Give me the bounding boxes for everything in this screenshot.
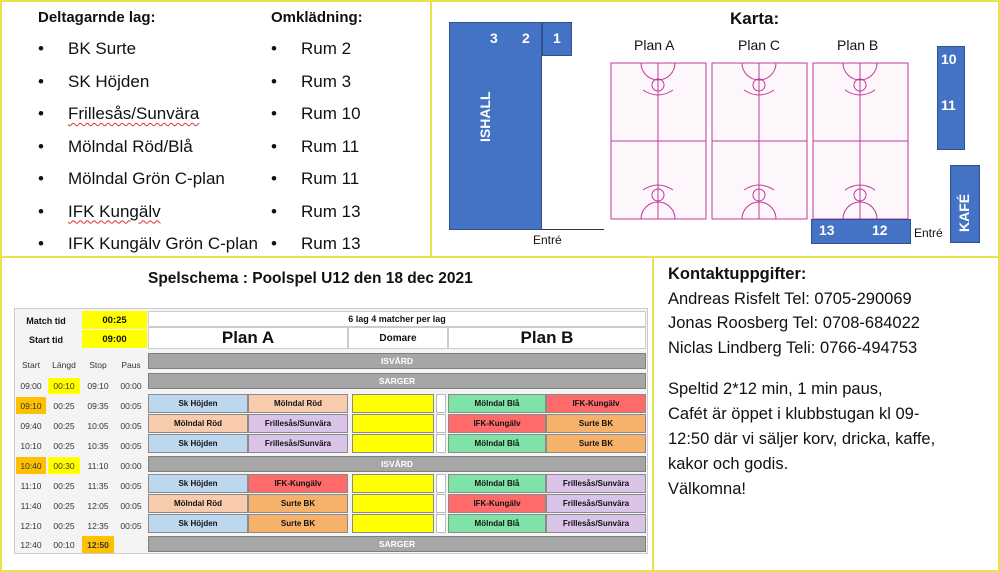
info-line: 12:50 där vi säljer korv, dricka, kaffe, bbox=[668, 430, 936, 448]
band-sarger: SARGER bbox=[148, 373, 646, 389]
room-10-label: 10 bbox=[941, 51, 957, 67]
room-1-label: 1 bbox=[553, 30, 561, 46]
row-stop: 11:35 bbox=[87, 480, 109, 491]
room-11-label: 11 bbox=[941, 97, 956, 113]
schedule-title: Spelschema : Poolspel U12 den 18 dec 2021 bbox=[148, 270, 473, 287]
row-langd: 00:10 bbox=[48, 378, 80, 394]
row-start: 10:10 bbox=[20, 440, 42, 451]
col-stop-header: Stop bbox=[89, 360, 107, 370]
match-team-b2: IFK-Kungälv bbox=[546, 394, 646, 413]
row-start: 12:10 bbox=[20, 520, 42, 531]
col-start-header: Start bbox=[22, 360, 40, 370]
team-item: • Mölndal Röd/Blå bbox=[38, 137, 258, 170]
match-team-a1: Mölndal Röd bbox=[148, 494, 248, 513]
match-team-a1: Sk Höjden bbox=[148, 394, 248, 413]
field-plan-b bbox=[813, 63, 908, 219]
contact-line: Niclas Lindberg Teli: 0766-494753 bbox=[668, 339, 918, 357]
band-isvard: ISVÅRD bbox=[148, 456, 646, 472]
plan-b-header: Plan B bbox=[448, 327, 646, 349]
row-paus: 00:00 bbox=[120, 381, 142, 391]
ishall-label: ISHALL bbox=[477, 91, 493, 142]
row-paus: 00:05 bbox=[120, 420, 142, 431]
row-paus: 00:05 bbox=[120, 480, 142, 491]
row-start: 09:10 bbox=[16, 397, 46, 414]
domare-cell bbox=[352, 474, 434, 493]
teams-list bbox=[38, 39, 258, 267]
room-item: • Rum 13 bbox=[271, 234, 361, 267]
row-paus: 00:00 bbox=[120, 460, 142, 471]
field-plan-a bbox=[611, 63, 706, 219]
info-line: Välkomna! bbox=[668, 480, 746, 498]
row-stop: 12:05 bbox=[87, 500, 109, 511]
entre-label-1: Entré bbox=[533, 233, 562, 247]
row-start: 09:40 bbox=[20, 420, 42, 431]
row-paus: 00:05 bbox=[120, 520, 142, 531]
entre-label-2: Entré bbox=[914, 226, 943, 240]
kafe-label: KAFÉ bbox=[956, 193, 972, 232]
vertical-divider-bottom bbox=[652, 258, 654, 570]
match-tid-value: 00:25 bbox=[82, 311, 147, 329]
start-tid-label: Start tid bbox=[28, 334, 63, 345]
row-stop: 09:35 bbox=[87, 400, 109, 411]
row-stop: 12:35 bbox=[87, 520, 109, 531]
contact-line: Andreas Risfelt Tel: 0705-290069 bbox=[668, 290, 912, 308]
team-item: • IFK Kungälv bbox=[38, 202, 258, 235]
match-team-b1: Mölndal Blå bbox=[448, 474, 546, 493]
match-tid-label: Match tid bbox=[26, 315, 66, 326]
room-item: • Rum 11 bbox=[271, 137, 361, 170]
room-item: • Rum 13 bbox=[271, 202, 361, 235]
plan-c-label: Plan C bbox=[738, 37, 781, 53]
room-13-label: 13 bbox=[819, 222, 835, 238]
room-12-label: 12 bbox=[872, 222, 888, 238]
room-2-label: 2 bbox=[522, 30, 530, 46]
match-team-a1: Mölndal Röd bbox=[148, 414, 248, 433]
domare-cell bbox=[352, 514, 434, 533]
match-team-a2: Surte BK bbox=[248, 494, 348, 513]
match-team-b1: IFK-Kungälv bbox=[448, 494, 546, 513]
row-paus: 00:05 bbox=[120, 400, 142, 411]
match-team-a1: Sk Höjden bbox=[148, 474, 248, 493]
match-team-b1: Mölndal Blå bbox=[448, 434, 546, 453]
room-item: • Rum 2 bbox=[271, 39, 361, 72]
row-langd: 00:25 bbox=[53, 520, 75, 531]
row-langd: 00:30 bbox=[48, 457, 80, 474]
row-langd: 00:25 bbox=[53, 500, 75, 511]
domare-cell bbox=[352, 414, 434, 433]
col-langd-header: Längd bbox=[52, 360, 76, 370]
rooms-heading: Omklädning: bbox=[271, 9, 363, 26]
row-start: 09:00 bbox=[20, 381, 42, 391]
match-team-a2: IFK-Kungälv bbox=[248, 474, 348, 493]
match-team-b2: Frillesås/Sunvära bbox=[546, 474, 646, 493]
col-paus-header: Paus bbox=[121, 360, 141, 370]
match-team-b2: Surte BK bbox=[546, 414, 646, 433]
match-team-b1: Mölndal Blå bbox=[448, 514, 546, 533]
team-item: • IFK Kungälv Grön C-plan bbox=[38, 234, 258, 267]
teams-heading: Deltagarnde lag: bbox=[38, 9, 156, 26]
row-paus: 00:05 bbox=[120, 440, 142, 451]
row-start: 10:40 bbox=[16, 457, 46, 474]
match-team-a2: Surte BK bbox=[248, 514, 348, 533]
row-paus: 00:05 bbox=[120, 500, 142, 511]
team-item: • BK Surte bbox=[38, 39, 258, 72]
info-line: Speltid 2*12 min, 1 min paus, bbox=[668, 380, 883, 398]
match-team-a2: Mölndal Röd bbox=[248, 394, 348, 413]
band-sarger: SARGER bbox=[148, 536, 646, 552]
row-langd: 00:25 bbox=[53, 440, 75, 451]
match-team-a2: Frillesås/Sunvära bbox=[248, 434, 348, 453]
contacts-heading: Kontaktuppgifter: bbox=[668, 265, 807, 283]
domare-header: Domare bbox=[348, 327, 448, 349]
match-team-b2: Frillesås/Sunvära bbox=[546, 514, 646, 533]
rooms-list bbox=[271, 39, 361, 267]
match-team-a2: Frillesås/Sunvära bbox=[248, 414, 348, 433]
room-item: • Rum 10 bbox=[271, 104, 361, 137]
row-stop: 10:05 bbox=[87, 420, 109, 431]
field-plan-c bbox=[712, 63, 807, 219]
match-team-a1: Sk Höjden bbox=[148, 434, 248, 453]
vertical-divider-top bbox=[430, 2, 432, 256]
match-team-b2: Surte BK bbox=[546, 434, 646, 453]
row-langd: 00:10 bbox=[53, 540, 75, 550]
team-item: • SK Höjden bbox=[38, 72, 258, 105]
row-stop: 11:10 bbox=[87, 460, 109, 471]
match-team-b2: Frillesås/Sunvära bbox=[546, 494, 646, 513]
domare-cell bbox=[352, 494, 434, 513]
row-stop: 10:35 bbox=[87, 440, 109, 451]
room-item: • Rum 3 bbox=[271, 72, 361, 105]
plan-a-header: Plan A bbox=[148, 327, 348, 349]
row-stop: 12:50 bbox=[82, 536, 114, 553]
row-langd: 00:25 bbox=[53, 480, 75, 491]
domare-cell bbox=[352, 394, 434, 413]
row-start: 11:40 bbox=[20, 500, 42, 511]
match-team-b1: IFK-Kungälv bbox=[448, 414, 546, 433]
schedule-info: 6 lag 4 matcher per lag bbox=[148, 311, 646, 327]
team-item: • Frillesås/Sunvära bbox=[38, 104, 258, 137]
fields-diagram bbox=[608, 60, 913, 222]
contact-line: Jonas Roosberg Tel: 0708-684022 bbox=[668, 314, 920, 332]
domare-cell bbox=[352, 434, 434, 453]
start-tid-value: 09:00 bbox=[82, 330, 147, 348]
room-3-label: 3 bbox=[490, 30, 498, 46]
info-line: Cafét är öppet i klubbstugan kl 09- bbox=[668, 405, 920, 423]
plan-b-label: Plan B bbox=[837, 37, 879, 53]
row-start: 12:40 bbox=[20, 540, 42, 550]
match-team-b1: Mölndal Blå bbox=[448, 394, 546, 413]
band-isvard: ISVÅRD bbox=[148, 353, 646, 369]
info-line: kakor och godis. bbox=[668, 455, 789, 473]
row-start: 11:10 bbox=[20, 480, 42, 491]
team-item: • Mölndal Grön C-plan bbox=[38, 169, 258, 202]
plan-a-label: Plan A bbox=[634, 37, 675, 53]
row-langd: 00:25 bbox=[53, 420, 75, 431]
room-item: • Rum 11 bbox=[271, 169, 361, 202]
row-langd: 00:25 bbox=[53, 400, 75, 411]
map-title: Karta: bbox=[730, 9, 780, 28]
match-team-a1: Sk Höjden bbox=[148, 514, 248, 533]
row-stop: 09:10 bbox=[87, 381, 109, 391]
